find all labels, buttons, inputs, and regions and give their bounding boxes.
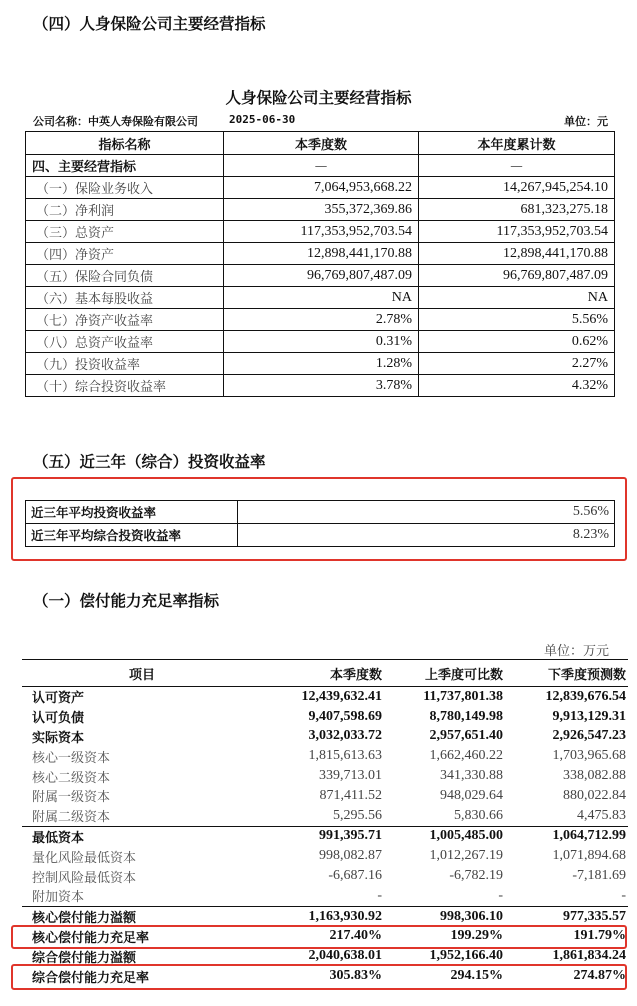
current-value: 5,295.56 <box>333 807 382 823</box>
table-row <box>22 806 628 826</box>
row-label: 近三年平均综合投资收益率 <box>26 524 238 547</box>
section-heading-investment-yield: （五）近三年（综合）投资收益率 <box>33 453 266 471</box>
quarter-value: NA <box>224 287 419 309</box>
row-label: 核心偿付能力溢额 <box>22 906 262 926</box>
forecast-value: 1,071,894.68 <box>552 848 626 864</box>
previous-value: 341,330.88 <box>440 768 503 784</box>
current-value: 1,815,613.63 <box>308 748 382 764</box>
quarter-value: 0.31% <box>224 331 419 353</box>
column-header: 本季度数 <box>224 132 419 155</box>
table-row <box>22 826 628 846</box>
current-value: -6,687.16 <box>328 868 382 884</box>
table-row <box>26 331 615 353</box>
table-row <box>22 866 628 886</box>
forecast-value: -7,181.69 <box>572 868 626 884</box>
ytd-value: 4.32% <box>419 375 615 397</box>
forecast-value: - <box>621 887 626 903</box>
table-row <box>22 746 628 766</box>
column-header: 下季度预测数 <box>505 660 628 687</box>
row-label: 认可负债 <box>32 711 85 727</box>
operating-indicators-table <box>25 131 615 397</box>
row-label: （三）总资产 <box>26 221 224 243</box>
row-label: （一）保险业务收入 <box>26 177 224 199</box>
quarter-value: 117,353,952,703.54 <box>224 221 419 243</box>
row-label: 综合偿付能力充足率 <box>32 970 150 986</box>
current-value: 991,395.71 <box>262 826 384 846</box>
quarter-value: 1.28% <box>224 353 419 375</box>
table-row <box>26 243 615 265</box>
ytd-value: NA <box>419 287 615 309</box>
table-row-highlighted <box>22 966 628 986</box>
ytd-value: 0.62% <box>419 331 615 353</box>
section-heading-solvency: （一）偿付能力充足率指标 <box>33 592 220 610</box>
row-value: 5.56% <box>238 501 615 524</box>
investment-yield-table <box>25 500 615 547</box>
row-label: （七）净资产收益率 <box>26 309 224 331</box>
solvency-table <box>22 659 628 986</box>
row-label: （四）净资产 <box>26 243 224 265</box>
previous-value: 1,012,267.19 <box>429 848 503 864</box>
column-header: 项目 <box>22 660 262 687</box>
table-row <box>26 265 615 287</box>
row-label: 核心偿付能力充足率 <box>32 930 150 946</box>
unit-label: 单位：万元 <box>543 644 609 659</box>
forecast-value: 2,926,547.23 <box>552 728 626 744</box>
previous-value: 5,830.66 <box>454 807 503 823</box>
row-label: 附属一级资本 <box>32 790 111 806</box>
current-value: 998,082.87 <box>319 848 382 864</box>
table-row <box>22 946 628 966</box>
previous-value: 199.29% <box>450 928 503 944</box>
previous-value: 1,005,485.00 <box>384 826 505 846</box>
table-row <box>26 199 615 221</box>
ytd-value: 14,267,945,254.10 <box>419 177 615 199</box>
previous-value: 294.15% <box>450 968 503 984</box>
row-label: 近三年平均投资收益率 <box>26 501 238 524</box>
table-row <box>26 524 615 547</box>
current-value: 217.40% <box>329 928 382 944</box>
unit-label: 单位：元 <box>564 115 608 128</box>
forecast-value: 274.87% <box>573 968 626 984</box>
current-value: 871,411.52 <box>319 787 382 803</box>
ytd-value: 681,323,275.18 <box>419 199 615 221</box>
table-row <box>22 687 628 707</box>
column-header: 上季度可比数 <box>384 660 505 687</box>
table-row <box>22 766 628 786</box>
current-value: 3,032,033.72 <box>308 728 382 744</box>
row-label: 认可资产 <box>32 691 85 707</box>
quarter-value: 355,372,369.86 <box>224 199 419 221</box>
column-header: 指标名称 <box>26 132 224 155</box>
table-header-row <box>26 132 615 155</box>
forecast-value: 4,475.83 <box>577 807 626 823</box>
quarter-value: — <box>224 155 419 177</box>
row-label: 实际资本 <box>32 730 85 746</box>
ytd-value: 2.27% <box>419 353 615 375</box>
table-row <box>22 886 628 906</box>
table-row <box>26 287 615 309</box>
quarter-value: 12,898,441,170.88 <box>224 243 419 265</box>
table-row <box>22 906 628 926</box>
row-label: 四、主要经营指标 <box>26 155 224 177</box>
ytd-value: 117,353,952,703.54 <box>419 221 615 243</box>
forecast-value: 338,082.88 <box>563 768 626 784</box>
ytd-value: — <box>419 155 615 177</box>
previous-value: 998,306.10 <box>384 906 505 926</box>
section-heading-operating-indicators: （四）人身保险公司主要经营指标 <box>33 15 266 33</box>
row-value: 8.23% <box>238 524 615 547</box>
quarter-value: 2.78% <box>224 309 419 331</box>
current-value: 9,407,598.69 <box>308 708 382 724</box>
ytd-value: 96,769,807,487.09 <box>419 265 615 287</box>
table-row <box>26 155 615 177</box>
previous-value: 11,737,801.38 <box>423 688 503 704</box>
table-title: 人身保险公司主要经营指标 <box>225 89 412 107</box>
previous-value: 8,780,149.98 <box>429 708 503 724</box>
forecast-value: 1,861,834.24 <box>552 948 626 964</box>
ytd-value: 12,898,441,170.88 <box>419 243 615 265</box>
previous-value: - <box>498 887 503 903</box>
previous-value: 948,029.64 <box>440 787 503 803</box>
row-label: （八）总资产收益率 <box>26 331 224 353</box>
current-value: 339,713.01 <box>319 768 382 784</box>
previous-value: 1,952,166.40 <box>429 948 503 964</box>
current-value: 2,040,638.01 <box>308 948 382 964</box>
row-label: 控制风险最低资本 <box>32 870 137 886</box>
ytd-value: 5.56% <box>419 309 615 331</box>
table-row <box>22 846 628 866</box>
table-row <box>26 353 615 375</box>
row-label: 最低资本 <box>22 826 262 846</box>
forecast-value: 880,022.84 <box>563 787 626 803</box>
table-row <box>26 177 615 199</box>
forecast-value: 1,703,965.68 <box>552 748 626 764</box>
previous-value: 1,662,460.22 <box>429 748 503 764</box>
table-row <box>22 707 628 727</box>
column-header: 本季度数 <box>262 660 384 687</box>
table-row <box>26 375 615 397</box>
row-label: 核心二级资本 <box>32 770 111 786</box>
forecast-value: 9,913,129.31 <box>552 708 626 724</box>
quarter-value: 96,769,807,487.09 <box>224 265 419 287</box>
table-row <box>26 221 615 243</box>
row-label: （十）综合投资收益率 <box>26 375 224 397</box>
forecast-value: 977,335.57 <box>505 906 628 926</box>
quarter-value: 3.78% <box>224 375 419 397</box>
table-row-highlighted <box>22 927 628 947</box>
company-name: 公司名称：中英人寿保险有限公司 <box>33 115 198 128</box>
row-label: （九）投资收益率 <box>26 353 224 375</box>
table-row <box>22 727 628 747</box>
current-value: 12,439,632.41 <box>301 688 382 704</box>
current-value: - <box>377 887 382 903</box>
row-label: （二）净利润 <box>26 199 224 221</box>
row-label: （五）保险合同负债 <box>26 265 224 287</box>
row-label: 附属二级资本 <box>32 810 111 826</box>
table-header-row <box>22 660 628 687</box>
row-label: 附加资本 <box>32 890 85 906</box>
table-row <box>26 501 615 524</box>
column-header: 本年度累计数 <box>419 132 615 155</box>
forecast-value: 1,064,712.99 <box>505 826 628 846</box>
table-row <box>26 309 615 331</box>
forecast-value: 191.79% <box>573 928 626 944</box>
table-row <box>22 786 628 806</box>
previous-value: -6,782.19 <box>449 868 503 884</box>
current-value: 1,163,930.92 <box>262 906 384 926</box>
previous-value: 2,957,651.40 <box>429 728 503 744</box>
row-label: 核心一级资本 <box>32 750 111 766</box>
row-label: （六）基本每股收益 <box>26 287 224 309</box>
forecast-value: 12,839,676.54 <box>545 688 626 704</box>
row-label: 综合偿付能力溢额 <box>32 950 137 966</box>
quarter-value: 7,064,953,668.22 <box>224 177 419 199</box>
current-value: 305.83% <box>329 968 382 984</box>
row-label: 量化风险最低资本 <box>32 850 137 866</box>
report-date: 2025-06-30 <box>229 113 296 126</box>
